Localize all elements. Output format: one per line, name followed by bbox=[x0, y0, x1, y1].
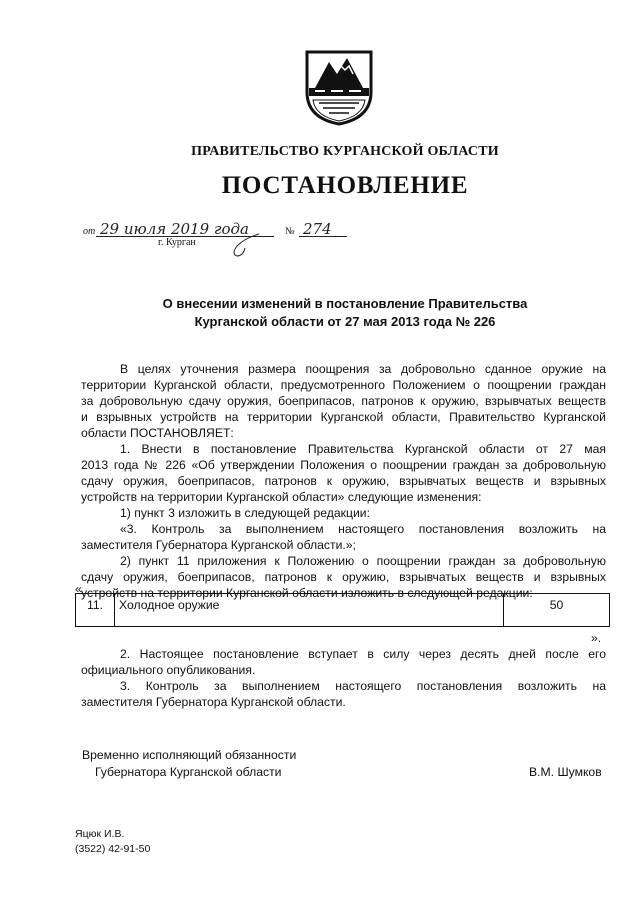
body-line: «3. Контроль за выполнением настоящего постановления возложить на bbox=[120, 522, 606, 536]
body-line: 2. Настоящее постановление вступает в силу через десять дней после его bbox=[120, 647, 606, 661]
number-prefix: № bbox=[285, 226, 295, 237]
table-cell-number: 11. bbox=[76, 594, 115, 627]
signature-position-line-2: Губернатора Курганской области bbox=[95, 765, 282, 779]
body-line: области ПОСТАНОВЛЯЕТ: bbox=[81, 426, 234, 440]
body-line: В целях уточнения размера поощрения за добровольно сданное оружие на bbox=[120, 362, 606, 376]
body-line: 1. Внести в постановление Правительства Курганской области от 27 мая bbox=[120, 442, 606, 456]
coat-of-arms-emblem bbox=[303, 48, 375, 126]
executor-name: Яцюк И.В. bbox=[75, 828, 125, 840]
body-line: 2013 года № 226 «Об утверждении Положения о поощрении граждан за добровольную bbox=[81, 458, 606, 472]
body-line: и взрывных устройств на территории Курганской области, Правительство Курганской bbox=[81, 410, 606, 424]
body-line: устройств на территории Курганской области» следующие изменения: bbox=[81, 490, 482, 504]
city-label: г. Курган bbox=[158, 237, 196, 248]
quote-open: « bbox=[75, 582, 82, 596]
amendment-table bbox=[75, 593, 610, 627]
number-underline bbox=[299, 236, 347, 237]
body-line: сдачу оружия, боеприпасов, патронов к оружию, взрывчатых веществ и взрывных bbox=[81, 474, 606, 488]
table-row bbox=[76, 594, 610, 627]
body-line: устройств на территории Курганской области изложить в следующей редакции: bbox=[81, 586, 533, 600]
body-line: заместителя Губернатора Курганской области.»; bbox=[81, 538, 356, 552]
handwritten-stroke-icon bbox=[225, 232, 265, 258]
body-line: заместителя Губернатора Курганской области. bbox=[81, 695, 346, 709]
signature-name: В.М. Шумков bbox=[529, 765, 602, 779]
quote-close: ». bbox=[591, 631, 602, 645]
body-line: 1) пункт 3 изложить в следующей редакции: bbox=[120, 506, 370, 520]
table-cell-value: 50 bbox=[504, 594, 610, 627]
executor-phone: (3522) 42-91-50 bbox=[75, 843, 151, 855]
handwritten-number: 274 bbox=[303, 220, 332, 238]
date-prefix: от bbox=[83, 226, 96, 237]
body-line: сдачу оружия, боеприпасов, патронов к оружию, взрывчатых веществ и взрывных bbox=[81, 570, 606, 584]
table-cell-item: Холодное оружие bbox=[115, 594, 504, 627]
document-type-title: ПОСТАНОВЛЕНИЕ bbox=[221, 172, 469, 199]
body-line: за добровольную сдачу оружия, боеприпасов, патронов к оружию, взрывчатых веществ bbox=[81, 394, 606, 408]
body-line: официального опубликования. bbox=[81, 663, 256, 677]
body-line: 3. Контроль за выполнением настоящего постановления возложить на bbox=[120, 679, 606, 693]
body-line: 2) пункт 11 приложения к Положению о поощрении граждан за добровольную bbox=[120, 554, 606, 568]
subject-line-2: Курганской области от 27 мая 2013 года № 226 bbox=[194, 314, 496, 329]
handwritten-date: 29 июля 2019 года bbox=[100, 220, 249, 238]
body-line: территории Курганской области, предусмотренного Положением о поощрении граждан bbox=[81, 378, 606, 392]
subject-line-1: О внесении изменений в постановление Правительства bbox=[162, 296, 528, 311]
signature-position-line-1: Временно исполняющий обязанности bbox=[82, 748, 297, 762]
government-name: ПРАВИТЕЛЬСТВО КУРГАНСКОЙ ОБЛАСТИ bbox=[191, 144, 499, 159]
